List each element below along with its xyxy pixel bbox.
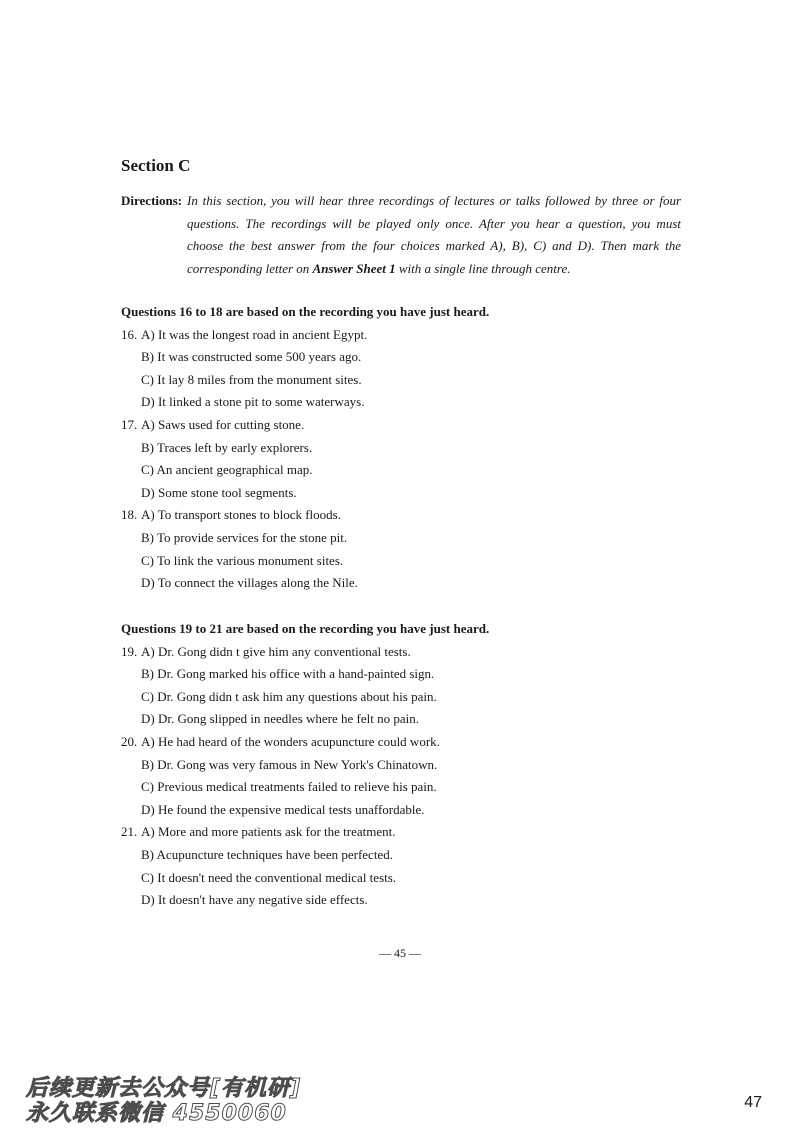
corner-page-number: 47: [744, 1094, 762, 1111]
option-a: A) More and more patients ask for the treatment.: [141, 824, 396, 840]
option-a: A) Saws used for cutting stone.: [141, 416, 305, 432]
question-number: 20.: [121, 733, 138, 749]
directions-text: [187, 190, 681, 280]
question-group-heading: Questions 19 to 21 are based on the recording you have just heard.: [121, 621, 490, 636]
option-a: A) It was the longest road in ancient Egypt.: [141, 326, 368, 342]
option-c: C) It doesn't need the conventional medical tests.: [141, 869, 397, 885]
question-group-16-18: [121, 301, 681, 595]
option-b: B) It was constructed some 500 years ago.: [141, 349, 362, 365]
question-18: [121, 504, 681, 527]
question-number: 18.: [121, 507, 138, 523]
option-a: A) He had heard of the wonders acupuncture could work.: [141, 733, 440, 749]
question-16: [121, 324, 681, 347]
directions-text-part-2: with a single line through centre.: [395, 260, 571, 276]
option-a: A) To transport stones to block floods.: [141, 507, 341, 523]
question-number: 19.: [121, 643, 138, 659]
directions-text-part-1: In this section, you will hear three recordings of lectures or talks followed by three or four questions. The recordings will be played only once. After you hear a question, you must choose the best answer from the four choices marked A), B), C) and D). Then mark the corresponding letter on: [187, 193, 681, 276]
option-c: C) To link the various monument sites.: [141, 552, 344, 568]
directions: [121, 190, 681, 280]
option-c: C) Dr. Gong didn t ask him any questions about his pain.: [141, 688, 437, 704]
option-d: D) He found the expensive medical tests unaffordable.: [141, 801, 425, 817]
question-group-heading: Questions 16 to 18 are based on the recording you have just heard.: [121, 304, 490, 319]
option-d: D) Dr. Gong slipped in needles where he felt no pain.: [141, 711, 419, 727]
option-c: C) Previous medical treatments failed to relieve his pain.: [141, 779, 437, 795]
option-b: B) Acupuncture techniques have been perfected.: [141, 846, 393, 862]
watermark: [26, 1076, 301, 1126]
option-d: D) Some stone tool segments.: [141, 484, 297, 500]
question-number: 16.: [121, 326, 138, 342]
question-group-19-21: [121, 618, 681, 912]
option-d: D) To connect the villages along the Nile.: [141, 575, 358, 591]
watermark-line-2: 永久联系微信 4550060: [26, 1101, 287, 1126]
question-19: [121, 641, 681, 664]
question-20: [121, 731, 681, 754]
option-c: C) It lay 8 miles from the monument sites.: [141, 371, 362, 387]
option-b: B) Dr. Gong marked his office with a hand-painted sign.: [141, 666, 435, 682]
option-d: D) It doesn't have any negative side effects.: [141, 892, 368, 908]
question-21: [121, 821, 681, 844]
option-a: A) Dr. Gong didn t give him any conventional tests.: [141, 643, 411, 659]
option-b: B) Dr. Gong was very famous in New York's Chinatown.: [141, 756, 438, 772]
question-number: 21.: [121, 824, 138, 840]
question-number: 17.: [121, 416, 138, 432]
directions-label: Directions:: [121, 193, 183, 208]
option-b: B) Traces left by early explorers.: [141, 439, 313, 455]
answer-sheet-emphasis: Answer Sheet 1: [312, 260, 396, 276]
watermark-line-1: 后续更新去公众号[有机研]: [26, 1076, 302, 1101]
section-title: Section C: [121, 156, 191, 175]
option-c: C) An ancient geographical map.: [141, 462, 313, 478]
question-17: [121, 414, 681, 437]
option-b: B) To provide services for the stone pit.: [141, 529, 348, 545]
page-number: — 45 —: [379, 946, 421, 960]
option-d: D) It linked a stone pit to some waterways.: [141, 394, 365, 410]
